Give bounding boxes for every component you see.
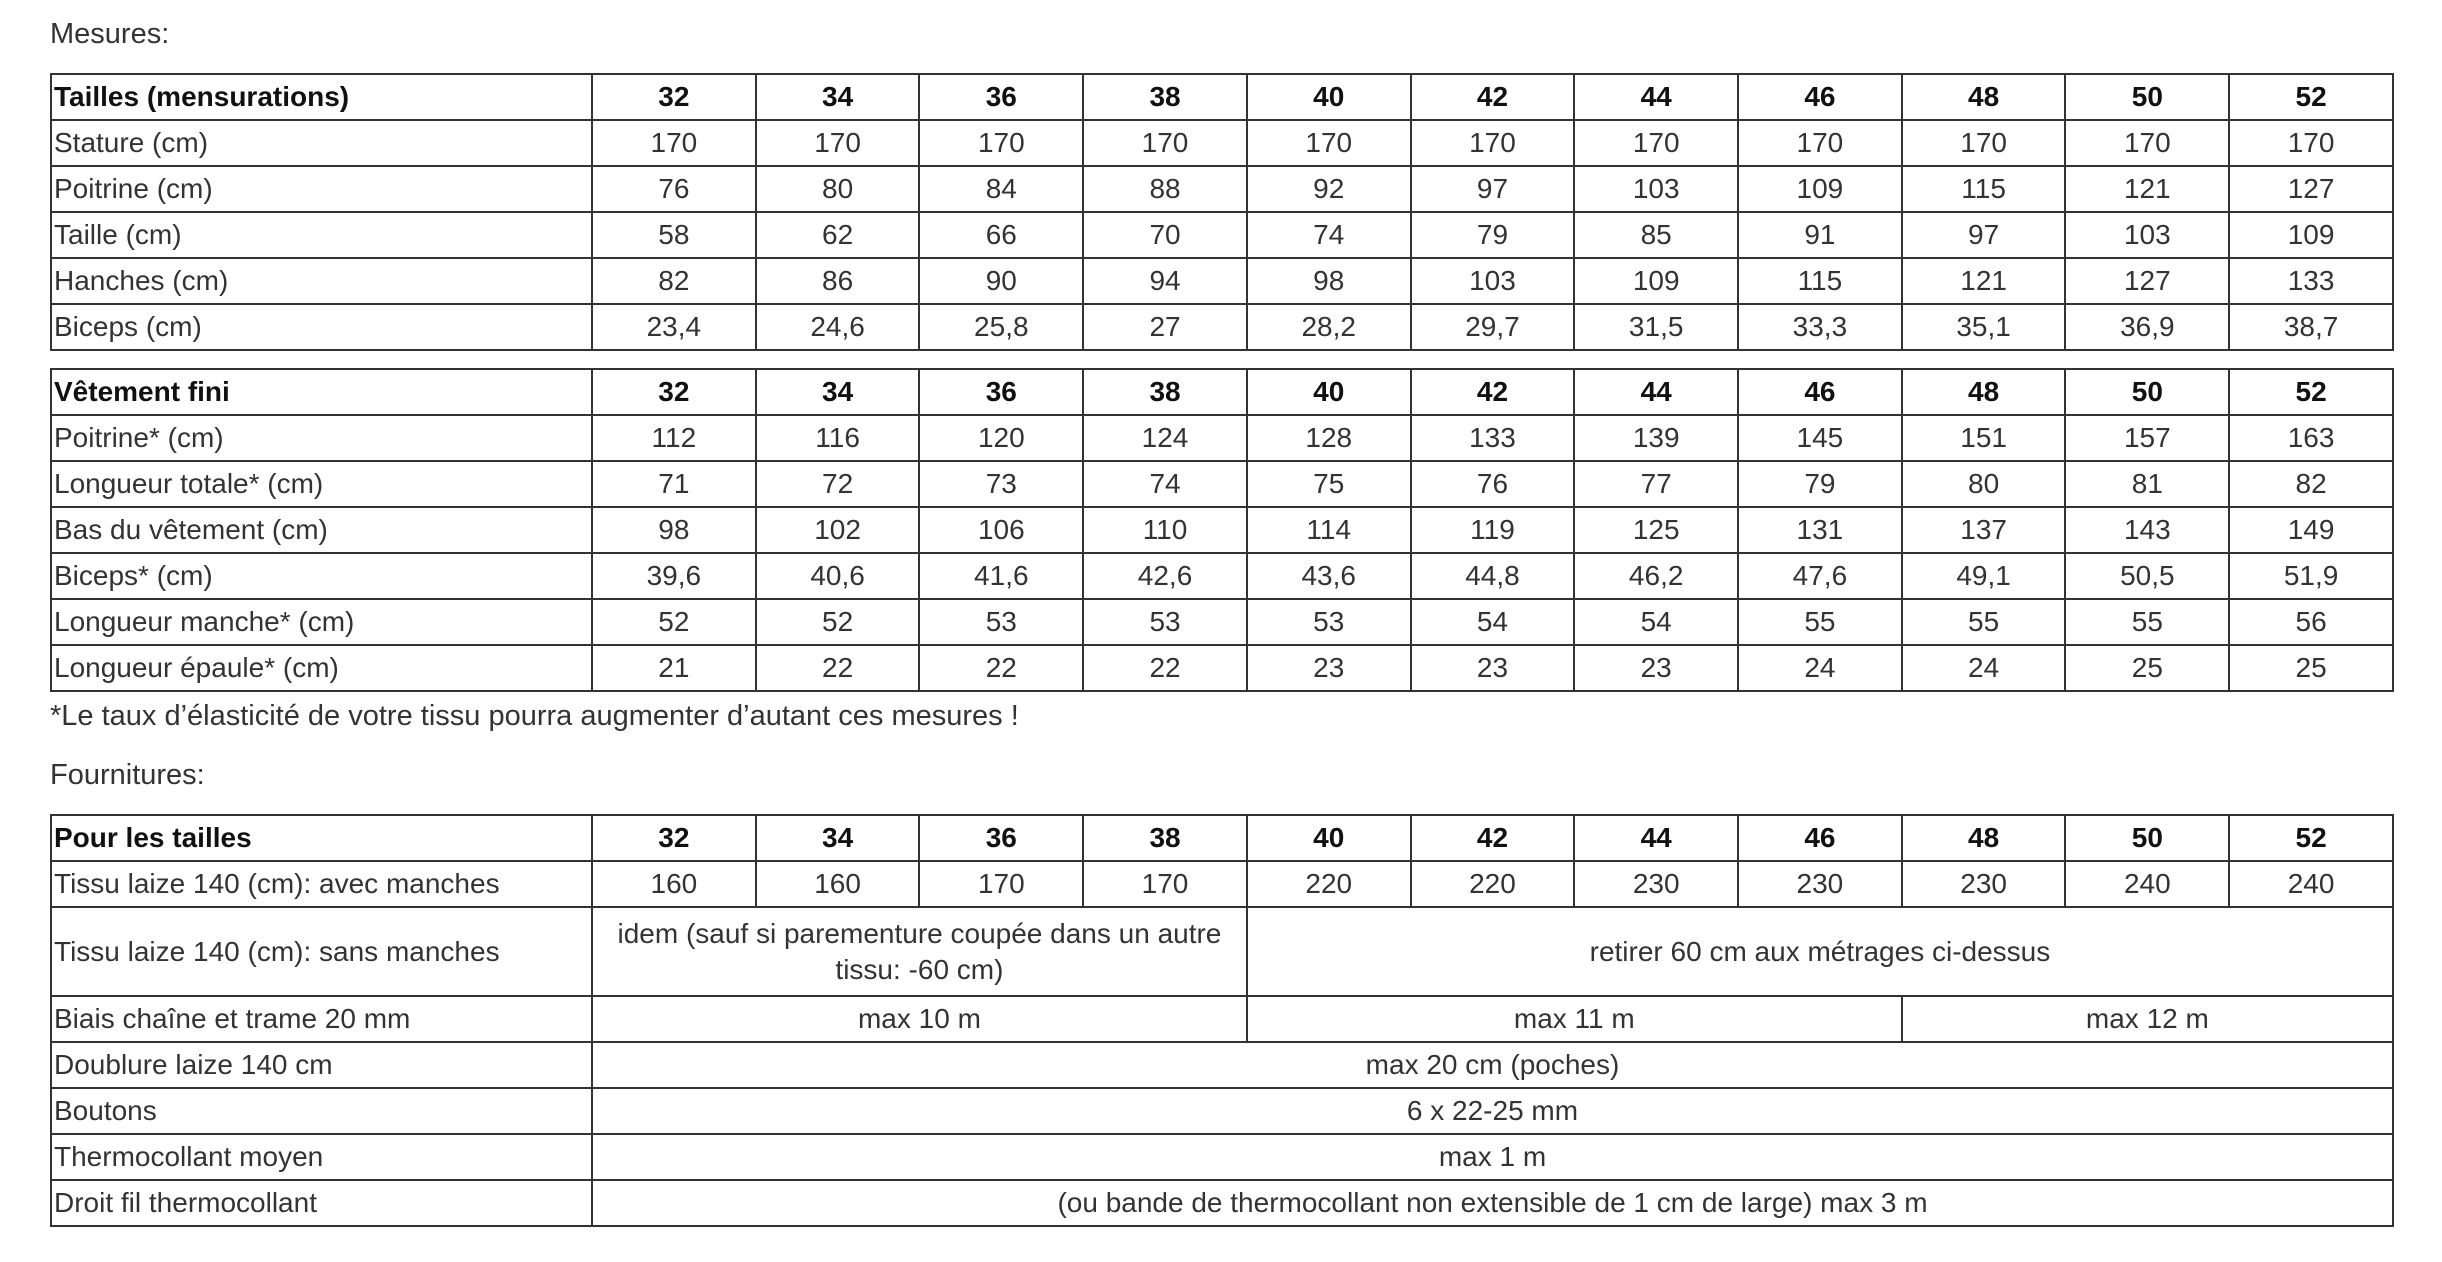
table-cell: 139: [1574, 415, 1738, 461]
table-cell: 71: [592, 461, 756, 507]
table-cell: 80: [1902, 461, 2066, 507]
table-cell: 170: [2065, 120, 2229, 166]
table-row: [51, 553, 2393, 599]
row-label: Biceps (cm): [51, 304, 592, 350]
table-cell: 55: [2065, 599, 2229, 645]
table-cell: 51,9: [2229, 553, 2393, 599]
table-cell: 106: [919, 507, 1083, 553]
table-cell: 170: [1411, 120, 1575, 166]
size-header: 48: [1902, 369, 2066, 415]
table-header-label: Vêtement fini: [51, 369, 592, 415]
table-cell: 170: [2229, 120, 2393, 166]
table-cell: 124: [1083, 415, 1247, 461]
table-cell: 85: [1574, 212, 1738, 258]
size-header: 34: [756, 369, 920, 415]
table-cell: 74: [1083, 461, 1247, 507]
table-cell: 55: [1738, 599, 1902, 645]
table-cell: 76: [1411, 461, 1575, 507]
table-cell: idem (sauf si parementure coupée dans un autre tissu: -60 cm): [592, 907, 1247, 996]
table-row: [51, 507, 2393, 553]
table-cell: 220: [1411, 861, 1575, 907]
table-cell: 82: [592, 258, 756, 304]
table-cell: 160: [592, 861, 756, 907]
table-row: [51, 212, 2393, 258]
table-cell: 22: [919, 645, 1083, 691]
table-cell: 56: [2229, 599, 2393, 645]
table-cell: max 12 m: [1902, 996, 2393, 1042]
row-label: Biceps* (cm): [51, 553, 592, 599]
table-cell: 33,3: [1738, 304, 1902, 350]
table-row: [51, 369, 2393, 415]
table-cell: 94: [1083, 258, 1247, 304]
table-cell: 170: [592, 120, 756, 166]
size-header: 50: [2065, 815, 2229, 861]
table-cell: 125: [1574, 507, 1738, 553]
row-label: Droit fil thermocollant: [51, 1180, 592, 1226]
row-label: Thermocollant moyen: [51, 1134, 592, 1180]
table-cell: 220: [1247, 861, 1411, 907]
size-header: 38: [1083, 815, 1247, 861]
table-cell: 24: [1738, 645, 1902, 691]
table-row: [51, 996, 2393, 1042]
size-header: 46: [1738, 74, 1902, 120]
row-label: Biais chaîne et trame 20 mm: [51, 996, 592, 1042]
row-label: Hanches (cm): [51, 258, 592, 304]
table-cell: 157: [2065, 415, 2229, 461]
table-cell: 102: [756, 507, 920, 553]
row-label: Tissu laize 140 (cm): sans manches: [51, 907, 592, 996]
table-cell: 44,8: [1411, 553, 1575, 599]
table-row: [51, 1088, 2393, 1134]
size-header: 36: [919, 369, 1083, 415]
table-cell: 149: [2229, 507, 2393, 553]
table-cell: max 10 m: [592, 996, 1247, 1042]
table-cell: 119: [1411, 507, 1575, 553]
size-header: 32: [592, 369, 756, 415]
size-header: 32: [592, 815, 756, 861]
table-cell: 53: [1247, 599, 1411, 645]
table-cell: 97: [1411, 166, 1575, 212]
table-cell: 109: [2229, 212, 2393, 258]
table-cell: 52: [756, 599, 920, 645]
table-cell: 143: [2065, 507, 2229, 553]
table-fournitures: [50, 814, 2394, 1227]
table-cell: 72: [756, 461, 920, 507]
table-cell: 90: [919, 258, 1083, 304]
table-cell: 88: [1083, 166, 1247, 212]
row-label: Bas du vêtement (cm): [51, 507, 592, 553]
table-cell: 22: [756, 645, 920, 691]
table-row: [51, 304, 2393, 350]
table-row: [51, 461, 2393, 507]
size-header: 40: [1247, 369, 1411, 415]
row-label: Longueur manche* (cm): [51, 599, 592, 645]
table-cell: 81: [2065, 461, 2229, 507]
table-cell: 49,1: [1902, 553, 2066, 599]
table-cell: 82: [2229, 461, 2393, 507]
size-header: 42: [1411, 815, 1575, 861]
table-cell: 24: [1902, 645, 2066, 691]
row-label: Poitrine* (cm): [51, 415, 592, 461]
table-cell: 55: [1902, 599, 2066, 645]
table-row: [51, 415, 2393, 461]
size-header: 42: [1411, 369, 1575, 415]
table-cell: 38,7: [2229, 304, 2393, 350]
table-cell: 170: [919, 120, 1083, 166]
table-cell: 43,6: [1247, 553, 1411, 599]
table-row: [51, 74, 2393, 120]
table-cell: 230: [1902, 861, 2066, 907]
size-header: 34: [756, 74, 920, 120]
table-cell: 39,6: [592, 553, 756, 599]
table-cell: retirer 60 cm aux métrages ci-dessus: [1247, 907, 2393, 996]
row-label: Taille (cm): [51, 212, 592, 258]
table-cell: 62: [756, 212, 920, 258]
table-cell: 121: [2065, 166, 2229, 212]
table-cell: 86: [756, 258, 920, 304]
table-cell: 74: [1247, 212, 1411, 258]
table-cell: 112: [592, 415, 756, 461]
table-cell: 170: [1247, 120, 1411, 166]
table-cell: 41,6: [919, 553, 1083, 599]
table-cell: 151: [1902, 415, 2066, 461]
size-header: 48: [1902, 74, 2066, 120]
table-cell: 92: [1247, 166, 1411, 212]
table-cell: 29,7: [1411, 304, 1575, 350]
table-cell: max 11 m: [1247, 996, 1902, 1042]
size-header: 44: [1574, 815, 1738, 861]
table-cell: 116: [756, 415, 920, 461]
row-label: Poitrine (cm): [51, 166, 592, 212]
table-cell: 54: [1574, 599, 1738, 645]
size-header: 48: [1902, 815, 2066, 861]
row-label: Doublure laize 140 cm: [51, 1042, 592, 1088]
table-cell: 24,6: [756, 304, 920, 350]
table-cell: 163: [2229, 415, 2393, 461]
table-cell: 31,5: [1574, 304, 1738, 350]
size-header: 52: [2229, 369, 2393, 415]
table-cell: 121: [1902, 258, 2066, 304]
table-cell: 127: [2065, 258, 2229, 304]
table-cell: 137: [1902, 507, 2066, 553]
table-cell: 84: [919, 166, 1083, 212]
table-cell: max 1 m: [592, 1134, 2393, 1180]
table-cell: 79: [1411, 212, 1575, 258]
table-cell: 46,2: [1574, 553, 1738, 599]
table-cell: 52: [592, 599, 756, 645]
table-cell: 240: [2229, 861, 2393, 907]
table-cell: 230: [1738, 861, 1902, 907]
size-header: 50: [2065, 74, 2229, 120]
table-cell: 25: [2065, 645, 2229, 691]
table-cell: 47,6: [1738, 553, 1902, 599]
table-cell: 103: [1411, 258, 1575, 304]
table-cell: (ou bande de thermocollant non extensible de 1 cm de large) max 3 m: [592, 1180, 2393, 1226]
table-cell: 120: [919, 415, 1083, 461]
table-cell: 97: [1902, 212, 2066, 258]
table-cell: 103: [2065, 212, 2229, 258]
table-cell: 23: [1574, 645, 1738, 691]
table-row: [51, 815, 2393, 861]
table-cell: 170: [1574, 120, 1738, 166]
table-cell: 42,6: [1083, 553, 1247, 599]
table-cell: 103: [1574, 166, 1738, 212]
fournitures-title: Fournitures:: [50, 759, 205, 791]
table-cell: 21: [592, 645, 756, 691]
size-header: 40: [1247, 74, 1411, 120]
table-cell: 77: [1574, 461, 1738, 507]
table-cell: 240: [2065, 861, 2229, 907]
table-cell: 114: [1247, 507, 1411, 553]
table-cell: 36,9: [2065, 304, 2229, 350]
table-cell: 80: [756, 166, 920, 212]
table-row: [51, 166, 2393, 212]
table-cell: 79: [1738, 461, 1902, 507]
fournitures-header: Pour les tailles: [51, 815, 592, 861]
table-row: [51, 861, 2393, 907]
table-cell: 230: [1574, 861, 1738, 907]
table-cell: max 20 cm (poches): [592, 1042, 2393, 1088]
table-cell: 91: [1738, 212, 1902, 258]
table-cell: 76: [592, 166, 756, 212]
table-cell: 70: [1083, 212, 1247, 258]
size-header: 46: [1738, 369, 1902, 415]
table-row: [51, 1134, 2393, 1180]
table-cell: 22: [1083, 645, 1247, 691]
table-cell: 98: [1247, 258, 1411, 304]
table-cell: 128: [1247, 415, 1411, 461]
size-header: 36: [919, 815, 1083, 861]
table-row: [51, 907, 2393, 996]
row-label: Longueur épaule* (cm): [51, 645, 592, 691]
table-mensurations: [50, 73, 2394, 351]
size-header: 34: [756, 815, 920, 861]
table-cell: 75: [1247, 461, 1411, 507]
table-cell: 58: [592, 212, 756, 258]
table-cell: 54: [1411, 599, 1575, 645]
table-cell: 133: [1411, 415, 1575, 461]
table-cell: 109: [1574, 258, 1738, 304]
size-header: 52: [2229, 815, 2393, 861]
table-cell: 27: [1083, 304, 1247, 350]
table-header-label: Tailles (mensurations): [51, 74, 592, 120]
size-header: 46: [1738, 815, 1902, 861]
table-cell: 53: [1083, 599, 1247, 645]
table-cell: 160: [756, 861, 920, 907]
table-cell: 115: [1902, 166, 2066, 212]
table-row: [51, 1042, 2393, 1088]
size-header: 42: [1411, 74, 1575, 120]
table-cell: 6 x 22-25 mm: [592, 1088, 2393, 1134]
table-cell: 170: [919, 861, 1083, 907]
table-cell: 170: [1902, 120, 2066, 166]
size-header: 44: [1574, 74, 1738, 120]
table-cell: 133: [2229, 258, 2393, 304]
table-cell: 28,2: [1247, 304, 1411, 350]
table-cell: 109: [1738, 166, 1902, 212]
table-row: [51, 1180, 2393, 1226]
mesures-title: Mesures:: [50, 18, 170, 50]
table-cell: 170: [1083, 861, 1247, 907]
elasticity-note: *Le taux d’élasticité de votre tissu pourra augmenter d’autant ces mesures !: [50, 700, 1019, 732]
table-cell: 110: [1083, 507, 1247, 553]
table-row: [51, 599, 2393, 645]
table-cell: 145: [1738, 415, 1902, 461]
table-cell: 25: [2229, 645, 2393, 691]
table-cell: 35,1: [1902, 304, 2066, 350]
size-header: 40: [1247, 815, 1411, 861]
table-vetement-fini: [50, 368, 2394, 692]
size-header: 32: [592, 74, 756, 120]
table-cell: 115: [1738, 258, 1902, 304]
row-label: Stature (cm): [51, 120, 592, 166]
size-header: 38: [1083, 74, 1247, 120]
size-header: 52: [2229, 74, 2393, 120]
table-row: [51, 120, 2393, 166]
table-cell: 170: [756, 120, 920, 166]
table-cell: 23,4: [592, 304, 756, 350]
table-cell: 50,5: [2065, 553, 2229, 599]
table-cell: 127: [2229, 166, 2393, 212]
table-cell: 25,8: [919, 304, 1083, 350]
table-cell: 170: [1738, 120, 1902, 166]
table-row: [51, 258, 2393, 304]
row-label: Tissu laize 140 (cm): avec manches: [51, 861, 592, 907]
table-row: [51, 645, 2393, 691]
table-cell: 66: [919, 212, 1083, 258]
row-label: Longueur totale* (cm): [51, 461, 592, 507]
table-cell: 131: [1738, 507, 1902, 553]
row-label: Boutons: [51, 1088, 592, 1134]
table-cell: 53: [919, 599, 1083, 645]
table-cell: 23: [1247, 645, 1411, 691]
size-header: 44: [1574, 369, 1738, 415]
size-header: 36: [919, 74, 1083, 120]
size-header: 38: [1083, 369, 1247, 415]
table-cell: 40,6: [756, 553, 920, 599]
table-cell: 98: [592, 507, 756, 553]
table-cell: 170: [1083, 120, 1247, 166]
table-cell: 73: [919, 461, 1083, 507]
size-header: 50: [2065, 369, 2229, 415]
table-cell: 23: [1411, 645, 1575, 691]
